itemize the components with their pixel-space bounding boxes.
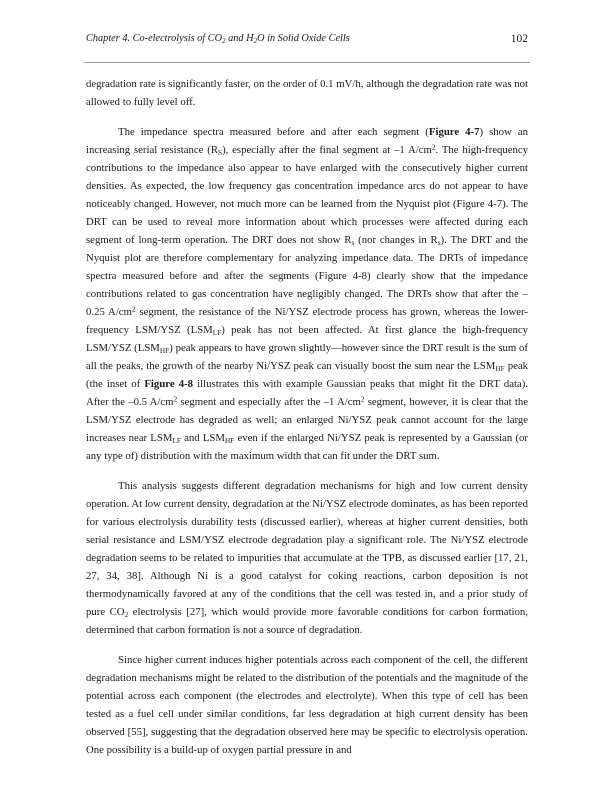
header-rule: [84, 62, 530, 63]
paragraph-3: This analysis suggests different degradation mechanisms for high and low current density operation. At low current density, degradation at the Ni/YSZ electrode dominates, as has been reported for various electrolysis durability tests (discussed earlier), whereas at higher current densities, both serial resistance and LSM/YSZ electrode degradation play a significant role. The Ni/YSZ electrode degradation seems to be related to impurities that accumulate at the TPB, as discussed earlier [17, 21, 27, 34, 38]. Although Ni is a good catalyst for coking reactions, carbon deposition is not thermodynamically favored at any of the conditions that the cell was tested in, and a prior study of pure $CO_2$ electrolysis [27], which would provide more favorable conditions for carbon formation, determined that carbon formation is not a source of degradation.: [86, 480, 529, 636]
paragraph-4: Since higher current induces higher potentials across each component of the cell, the different degradation mechanisms might be related to the distribution of the potentials and the magnitude of the potential across each component (the electrodes and electrolyte). When this type of cell has been tested as a fuel cell under similar conditions, far less degradation at high current density has been observed [55], suggesting that the degradation observed here may be specific to electrolysis operation. One possibility is a build-up of oxygen partial pressure in and: [86, 654, 528, 756]
body-text: [86, 75, 528, 771]
page-header: [86, 33, 528, 53]
paragraph-2: The impedance spectra measured before and after each segment (Figure 4-7) show an increasing serial resistance $(R_S)$, especially after the final segment at –1 $A/cm^2$. The high-frequency contributions to the impedance also appear to have enlarged with the consecutively higher current densities. As expected, the low frequency gas concentration impedance arcs do not appear to have noticeably changed. However, not much more can be learned from the Nyquist plot (Figure 4-7). The DRT can be used to reveal more information about which processes were affected during each segment of long-term operation. The DRT does not show $R_s$ (nor changes in $R_s$). The DRT and the Nyquist plot are therefore complementary for analyzing impedance data. The DRTs of impedance spectra measured before and after the segments (Figure 4-8) clearly show that the impedance contributions related to gas concentration have negligibly changed. The DRTs show that after the –0.25 $A/cm^2$ segment, the resistance of the Ni/YSZ electrode process has grown, whereas the lower-frequency LSM/YSZ $(LSM_{LF})$ peak has not been affected. At first glance the high-frequency LSM/YSZ $(LSM_{HF})$ peak appears to have grown slightly—however since the DRT result is the sum of all the peaks, the growth of the nearby Ni/YSZ peak can visually boost the sum near the $LSM_{HF}$ peak (the inset of Figure 4-8 illustrates this with example Gaussian peaks that might fit the DRT data). After the –0.5 $A/cm^2$ segment and especially after the –1 $A/cm^2$ segment, however, it is clear that the LSM/YSZ electrode has degraded as well; an enlarged Ni/YSZ peak cannot account for the large increases near $LSM_{LF}$ and $LSM_{HF}$ even if the enlarged Ni/YSZ peak is represented by a Gaussian (or any type of) distribution with the maximum width that can fit under the DRT sum.: [86, 126, 529, 462]
running-head: Chapter 4. Co-electrolysis of $CO_2$ and $H_2O$ in Solid Oxide Cells: [86, 33, 350, 45]
paragraph-1: degradation rate is significantly faster, on the order of 0.1 mV/h, although the degradation rate was not allowed to fully level off.: [86, 78, 528, 108]
page-number: 102: [510, 33, 528, 45]
